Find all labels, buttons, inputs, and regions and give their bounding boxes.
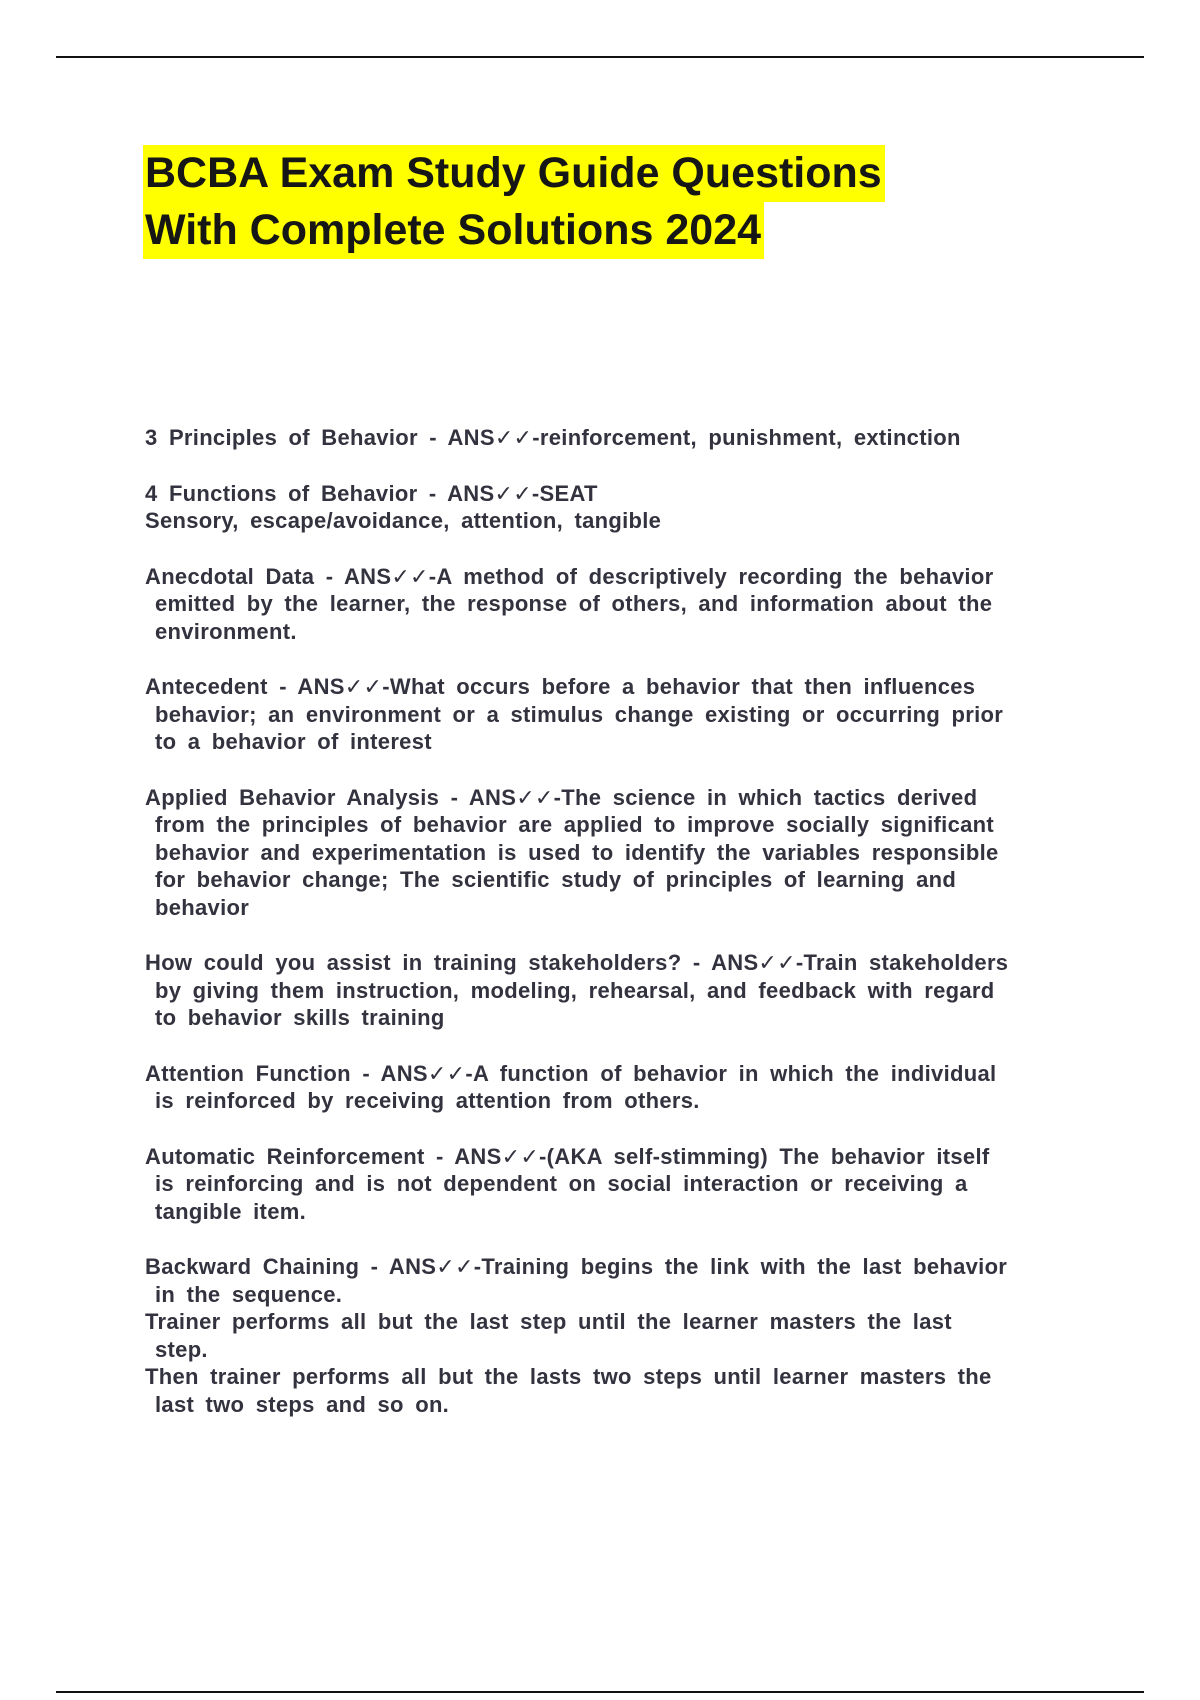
title-line: BCBA Exam Study Guide Questions: [143, 145, 885, 202]
qa-entry: [145, 949, 1085, 1032]
qa-entry: [145, 424, 1085, 452]
entry-line: behavior and experimentation is used to identify the variables responsible: [155, 839, 999, 865]
entry-line: is reinforcing and is not dependent on social interaction or receiving a: [155, 1171, 968, 1196]
qa-entry: [145, 784, 1085, 922]
qa-entry: [145, 480, 1085, 535]
entry-line: Antecedent - ANS✓✓-What occurs before a behavior that then influences: [145, 674, 976, 699]
entry-line: Then trainer performs all but the lasts two steps until learner masters the: [145, 1364, 992, 1389]
entry-line: from the principles of behavior are applied to improve socially significant: [155, 812, 995, 837]
entry-line: behavior; an environment or a stimulus change existing or occurring prior: [155, 701, 1004, 727]
entry-line: step.: [155, 1336, 208, 1362]
entry-line: for behavior change; The scientific study of principles of learning and: [155, 867, 957, 892]
entry-line: Applied Behavior Analysis - ANS✓✓-The science in which tactics derived: [145, 784, 978, 810]
header-rule: [56, 56, 1144, 58]
entry-line: Attention Function - ANS✓✓-A function of behavior in which the individual: [145, 1060, 997, 1086]
entry-line: in the sequence.: [155, 1281, 343, 1307]
entry-line: emitted by the learner, the response of others, and information about the: [155, 591, 993, 616]
entry-line: to behavior skills training: [155, 1005, 445, 1030]
qa-entry: [145, 1253, 1085, 1418]
qa-entries: [145, 424, 1085, 1446]
entry-line: by giving them instruction, modeling, rehearsal, and feedback with regard: [155, 977, 995, 1003]
qa-entry: [145, 1060, 1085, 1115]
entry-line: Trainer performs all but the last step until the learner masters the last: [145, 1309, 952, 1334]
document-title: [145, 145, 1045, 259]
qa-entry: [145, 1143, 1085, 1226]
entry-line: How could you assist in training stakeholders? - ANS✓✓-Train stakeholders: [145, 950, 1009, 975]
entry-line: environment.: [155, 618, 297, 644]
qa-entry: [145, 563, 1085, 646]
entry-line: is reinforced by receiving attention from others.: [155, 1088, 700, 1113]
entry-line: tangible item.: [155, 1198, 306, 1224]
entry-line: to a behavior of interest: [155, 729, 432, 754]
entry-line: Sensory, escape/avoidance, attention, tangible: [145, 508, 662, 533]
entry-line: Backward Chaining - ANS✓✓-Training begins the link with the last behavior: [145, 1254, 1008, 1279]
entry-line: Automatic Reinforcement - ANS✓✓-(AKA self-stimming) The behavior itself: [145, 1143, 990, 1169]
entry-line: behavior: [155, 894, 250, 920]
entry-line: last two steps and so on.: [155, 1391, 450, 1417]
entry-line: 4 Functions of Behavior - ANS✓✓-SEAT: [145, 480, 598, 506]
title-line: With Complete Solutions 2024: [143, 202, 764, 259]
qa-entry: [145, 673, 1085, 756]
footer-rule: [56, 1691, 1144, 1693]
entry-line: Anecdotal Data - ANS✓✓-A method of descriptively recording the behavior: [145, 563, 994, 589]
entry-line: 3 Principles of Behavior - ANS✓✓-reinforcement, punishment, extinction: [145, 425, 961, 450]
